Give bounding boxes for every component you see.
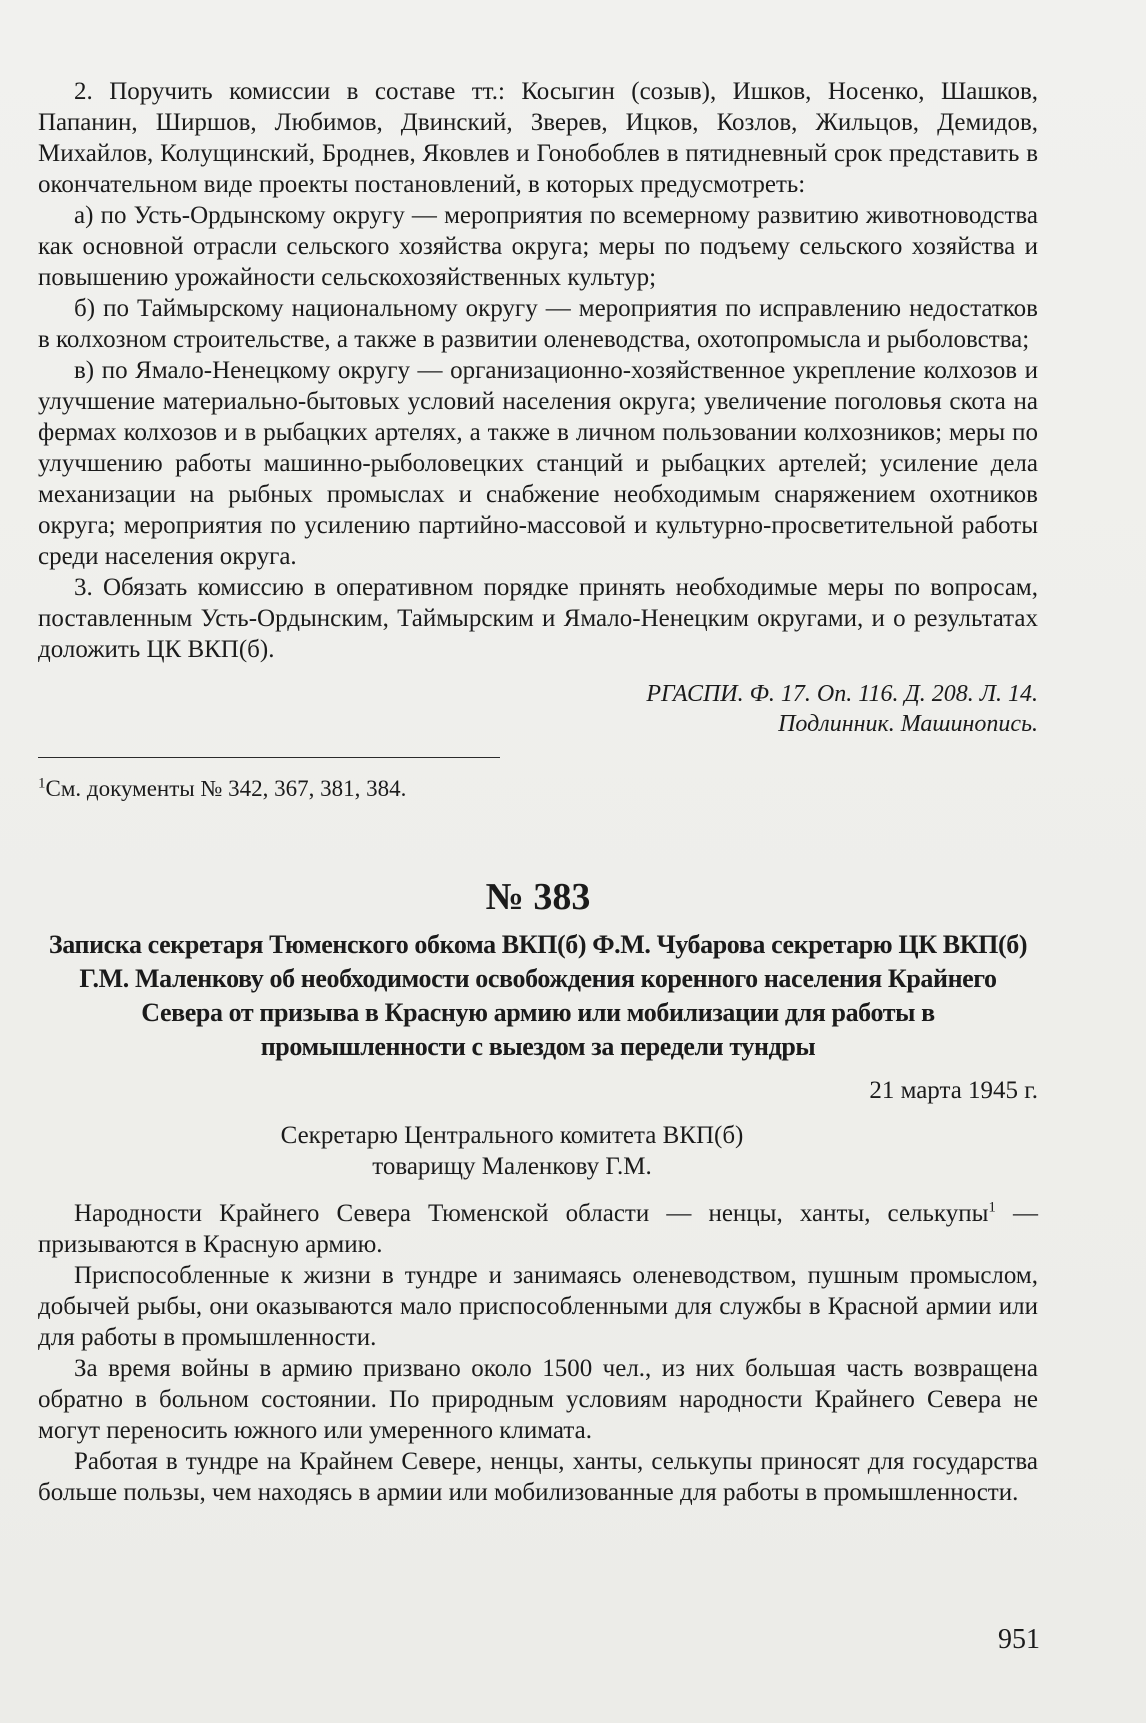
letter-footnote-marker: 1 (988, 1199, 996, 1216)
footnote-divider (38, 757, 500, 758)
addressee-block (38, 1120, 1038, 1182)
letter-paragraph-1 (38, 1198, 1038, 1260)
letter-paragraph-3: За время войны в армию призвано около 1500 чел., из них большая часть возвращена обратно в больном состоянии. По природным условиям народности Крайнего Севера не могут переносить южного или умеренного климата. (38, 1355, 1038, 1444)
letter-p1-tail: — призываются в Красную армию. (38, 1200, 1038, 1258)
paragraph-subitem-v: в) по Ямало-Ненецкому округу — организационно-хозяйственное укрепление колхозов и улучшение материально-бытовых условий населения округа; увеличение поголовья скота на фермах колхозов и в рыбацких артелях, а также в личном пользовании колхозников; меры по улучшению работы машинно-рыболовецких станций и рыбацких артелей; усиление дела механизации на рыбных промыслах и снабжение необходимым снаряжением охотников округа; мероприятия по усилению партийно-массовой и культурно-просветительной работы среди населения округа. (38, 357, 1038, 570)
footnote-marker: 1 (38, 775, 46, 792)
archival-source (38, 679, 1038, 739)
page-number: 951 (998, 1624, 1040, 1655)
document-form: Подлинник. Машинопись. (778, 711, 1038, 737)
paragraph-item-2: 2. Поручить комиссии в составе тт.: Косыгин (созыв), Ишков, Носенко, Шашков, Папанин, Ширшов, Любимов, Двинский, Зверев, Ицков, Козлов, Жильцов, Демидов, Михайлов, Колущинский, Броднев, Яковлев и Гонобоблев в пятидневный срок представить в окончательном виде проекты постановлений, в которых предусмотреть: (38, 78, 1038, 198)
document-date: 21 марта 1945 г. (869, 1077, 1038, 1104)
paragraph-item-3: 3. Обязать комиссию в оперативном порядке принять необходимые меры по вопросам, поставленным Усть-Ордынским, Таймырским и Ямало-Ненецким округами, и о результатах доложить ЦК ВКП(б). (38, 574, 1038, 663)
document-title: Записка секретаря Тюменского обкома ВКП(б) Ф.М. Чубарова секретарю ЦК ВКП(б) Г.М. Маленкову об необходимости освобождения коренного населения Крайнего Севера от призыва в Красную армию или мобилизации для работы в промышленности с выездом за передели тундры (48, 930, 1028, 1061)
letter-paragraph-4: Работая в тундре на Крайнем Севере, ненцы, ханты, селькупы приносят для государства больше пользы, чем находясь в армии или мобилизованные для работы в промышленности. (38, 1448, 1038, 1506)
addressee-line-2: товарищу Маленкову Г.М. (372, 1153, 652, 1180)
paragraph-subitem-a: а) по Усть-Ордынскому округу — мероприятия по всемерному развитию животноводства как основной отрасли сельского хозяйства округа; меры по подъему сельского хозяйства и повышению урожайности сельскохозяйственных культур; (38, 202, 1038, 291)
footnote (38, 774, 1038, 804)
letter-paragraph-2: Приспособленные к жизни в тундре и занимаясь оленеводством, пушным промыслом, добычей рыбы, они оказываются мало приспособленными для службы в Красной армии или для работы в промышленности. (38, 1262, 1038, 1351)
letter-p1-text: Народности Крайнего Севера Тюменской области — ненцы, ханты, селькупы (74, 1200, 989, 1227)
addressee-line-1: Секретарю Центрального комитета ВКП(б) (280, 1122, 744, 1149)
page-content (38, 76, 1038, 1508)
archive-reference: РГАСПИ. Ф. 17. Оп. 116. Д. 208. Л. 14. (646, 681, 1038, 707)
paragraph-subitem-b: б) по Таймырскому национальному округу — мероприятия по исправлению недостатков в колхозном строительстве, а также в развитии оленеводства, охотопромысла и рыболовства; (38, 295, 1038, 353)
footnote-text: См. документы № 342, 367, 381, 384. (45, 776, 407, 801)
document-number: № 383 (485, 876, 591, 918)
